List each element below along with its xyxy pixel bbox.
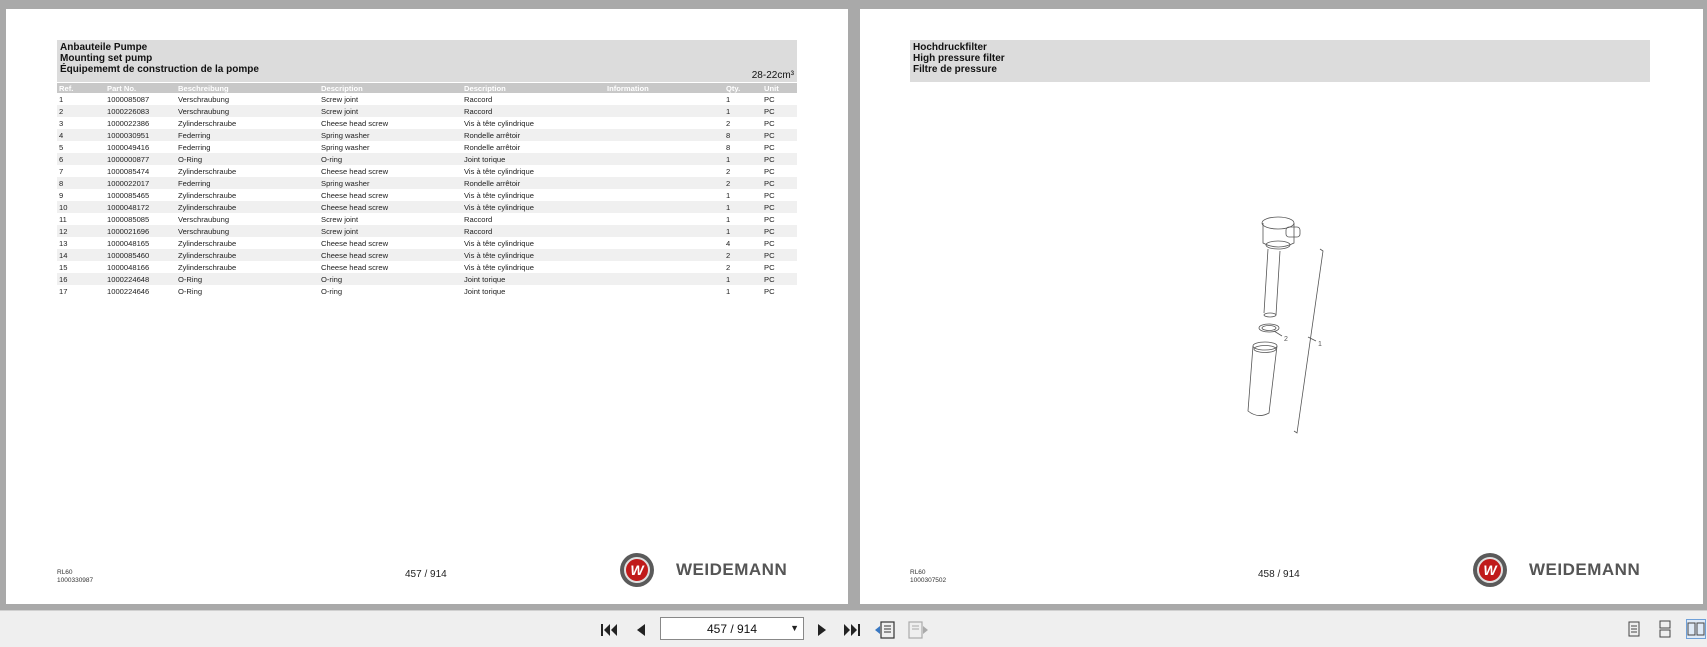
table-row (57, 153, 797, 165)
table-cell: Federring (176, 129, 319, 141)
previous-page-icon (635, 622, 647, 638)
table-cell: 1000022017 (105, 177, 176, 189)
table-cell: PC (762, 105, 797, 117)
table-cell: Raccord (464, 214, 493, 224)
table-cell: PC (762, 153, 797, 165)
table-cell: 1000048166 (107, 262, 150, 272)
previous-page-button[interactable] (630, 619, 652, 641)
table-row (57, 285, 797, 297)
table-cell: Rondelle arrêtoir (464, 142, 521, 152)
title-french: Équipememt de construction de la pompe (60, 64, 259, 75)
table-cell: 1000085087 (107, 94, 150, 104)
table-cell: 1000022386 (107, 118, 150, 128)
table-row (57, 177, 797, 189)
table-row (57, 249, 797, 261)
table-cell: Verschraubung (176, 105, 319, 117)
table-cell: Vis à tête cylindrique (464, 262, 534, 272)
table-cell: 1 (724, 201, 762, 213)
continuous-page-icon (1656, 620, 1674, 638)
drawing-label-2: 2 (1284, 336, 1288, 343)
table-cell: Screw joint (319, 105, 462, 117)
filter-exploded-drawing (1220, 209, 1340, 439)
table-cell: 8 (724, 129, 762, 141)
two-page-icon (1687, 620, 1705, 638)
table-cell: PC (764, 94, 775, 104)
table-cell (605, 141, 724, 153)
table-cell: 1 (59, 94, 64, 104)
table-cell: 1 (724, 105, 762, 117)
table-cell (605, 105, 724, 117)
table-cell: Cheese head screw (321, 262, 389, 272)
table-cell: PC (764, 142, 775, 152)
table-cell: PC (764, 190, 775, 200)
table-cell: Verschraubung (178, 94, 230, 104)
table-row (57, 141, 797, 153)
table-row (57, 273, 797, 285)
model-name: RL60 (57, 569, 73, 576)
back-view-icon (874, 620, 896, 640)
table-row (57, 213, 797, 225)
variant-label: 28-22cm³ (751, 70, 794, 81)
column-header: Beschreibung (176, 83, 319, 93)
weidemann-logo-icon (1473, 553, 1507, 587)
table-cell: 4 (57, 129, 105, 141)
table-cell: 1 (726, 286, 731, 296)
table-cell: 2 (726, 118, 731, 128)
footer-model-info (910, 569, 946, 585)
table-row (57, 129, 797, 141)
table-cell: 5 (59, 142, 64, 152)
table-cell: O-ring (319, 153, 462, 165)
table-cell: 14 (57, 249, 105, 261)
table-cell: O-ring (321, 286, 343, 296)
table-cell: PC (762, 249, 797, 261)
table-cell: 7 (59, 166, 64, 176)
table-cell (605, 273, 724, 285)
table-cell (605, 189, 724, 201)
table-cell: 1000021696 (105, 225, 176, 237)
table-cell: PC (764, 238, 775, 248)
table-cell (605, 213, 724, 225)
table-row (57, 237, 797, 249)
table-cell: 1 (724, 225, 762, 237)
table-cell: 1 (724, 153, 762, 165)
footer-model-info (57, 569, 93, 585)
table-cell: 1 (726, 190, 731, 200)
table-cell: Raccord (464, 94, 493, 104)
table-cell: 1000048172 (105, 201, 176, 213)
model-name: RL60 (910, 569, 926, 576)
table-header-row (57, 83, 797, 93)
table-cell: PC (764, 166, 775, 176)
back-view-button[interactable] (874, 619, 896, 641)
table-cell: Vis à tête cylindrique (464, 118, 534, 128)
last-page-button[interactable] (841, 619, 863, 641)
table-cell: Verschraubung (176, 225, 319, 237)
title-french: Filtre de pressure (913, 64, 997, 75)
section-header (910, 40, 1650, 82)
table-cell: Spring washer (319, 177, 462, 189)
table-cell: PC (762, 273, 797, 285)
column-header: Description (319, 83, 462, 93)
table-cell: Vis à tête cylindrique (464, 238, 534, 248)
title-english: High pressure filter (913, 53, 1005, 64)
table-cell (605, 237, 724, 249)
table-cell: 2 (726, 166, 731, 176)
table-cell: Zylinderschraube (178, 118, 237, 128)
table-row (57, 93, 797, 105)
table-cell: Vis à tête cylindrique (464, 190, 534, 200)
table-cell (605, 93, 724, 105)
table-cell (605, 285, 724, 297)
continuous-view-button[interactable] (1655, 619, 1675, 639)
table-cell: Joint torique (464, 286, 506, 296)
document-page-left (6, 9, 848, 604)
single-page-view-button[interactable] (1624, 619, 1644, 639)
table-row (57, 105, 797, 117)
table-cell: 1 (726, 214, 731, 224)
table-cell (605, 261, 724, 273)
table-cell: 8 (726, 142, 731, 152)
table-cell: 2 (724, 249, 762, 261)
table-cell (605, 249, 724, 261)
table-cell: O-Ring (176, 153, 319, 165)
table-cell: Federring (176, 177, 319, 189)
table-row (57, 189, 797, 201)
column-header: Ref. (57, 83, 105, 93)
table-cell: 3 (59, 118, 64, 128)
table-cell: 10 (57, 201, 105, 213)
page-number: 458 / 914 (1258, 569, 1300, 580)
table-cell: PC (762, 225, 797, 237)
table-cell: Screw joint (319, 225, 462, 237)
chevron-down-icon[interactable]: ▼ (790, 623, 799, 633)
table-cell: Rondelle arrêtoir (462, 177, 605, 189)
table-cell: Cheese head screw (321, 190, 389, 200)
table-cell: Federring (178, 142, 211, 152)
table-row (57, 165, 797, 177)
brand-name: WEIDEMANN (676, 560, 788, 579)
table-cell: 2 (724, 177, 762, 189)
table-cell: 1000085085 (107, 214, 150, 224)
table-cell: Zylinderschraube (178, 190, 237, 200)
table-cell: O-Ring (176, 273, 319, 285)
table-cell: 1 (724, 273, 762, 285)
table-cell: PC (762, 177, 797, 189)
table-cell: 1000224646 (107, 286, 150, 296)
table-cell: Vis à tête cylindrique (462, 201, 605, 213)
page-number: 457 / 914 (405, 569, 447, 580)
table-cell (605, 117, 724, 129)
table-cell: 1000085465 (107, 190, 150, 200)
table-cell: Spring washer (319, 129, 462, 141)
table-cell: 1000085474 (107, 166, 150, 176)
parts-table (57, 83, 797, 297)
table-cell: Cheese head screw (319, 201, 462, 213)
table-cell: Spring washer (321, 142, 370, 152)
table-cell: Screw joint (321, 94, 359, 104)
table-cell: PC (762, 201, 797, 213)
table-cell: 2 (726, 262, 731, 272)
table-cell: PC (764, 262, 775, 272)
column-header: Information (605, 83, 724, 93)
table-row (57, 261, 797, 273)
table-cell: 13 (59, 238, 68, 248)
weidemann-logo-icon (620, 553, 654, 587)
table-cell: 15 (59, 262, 68, 272)
section-header (57, 40, 797, 82)
drawing-label-1: 1 (1318, 341, 1322, 348)
table-cell: Cheese head screw (321, 166, 389, 176)
column-header: Part No. (105, 83, 176, 93)
page-number-input[interactable] (660, 617, 804, 640)
table-cell (605, 129, 724, 141)
table-cell: 1000049416 (107, 142, 150, 152)
table-cell: Rondelle arrêtoir (462, 129, 605, 141)
table-cell: 2 (57, 105, 105, 117)
title-english: Mounting set pump (60, 53, 153, 64)
first-page-icon (600, 622, 618, 638)
table-cell: 16 (57, 273, 105, 285)
two-page-view-button[interactable] (1686, 619, 1706, 639)
viewer-toolbar (0, 610, 1707, 647)
table-cell: 6 (57, 153, 105, 165)
table-cell (605, 225, 724, 237)
table-cell: Zylinderschraube (176, 201, 319, 213)
table-cell: 11 (59, 214, 67, 224)
column-header: Description (462, 83, 605, 93)
table-cell: 17 (59, 286, 68, 296)
forward-view-button[interactable] (907, 619, 929, 641)
table-cell: 12 (57, 225, 105, 237)
table-cell: Vis à tête cylindrique (462, 249, 605, 261)
table-cell: 1000224648 (105, 273, 176, 285)
table-cell: Zylinderschraube (178, 262, 237, 272)
document-number: 1000307502 (910, 577, 947, 584)
table-cell (605, 201, 724, 213)
table-cell (605, 165, 724, 177)
table-row (57, 201, 797, 213)
table-cell: Cheese head screw (321, 238, 389, 248)
table-cell: PC (764, 286, 775, 296)
table-cell: Zylinderschraube (178, 166, 237, 176)
logo-letter: W (1477, 557, 1503, 583)
table-cell: PC (764, 118, 775, 128)
first-page-button[interactable] (598, 619, 620, 641)
table-cell: 9 (59, 190, 64, 200)
table-cell: Raccord (462, 105, 605, 117)
table-cell: 1000000877 (105, 153, 176, 165)
table-cell: Vis à tête cylindrique (464, 166, 534, 176)
next-page-icon (816, 622, 828, 638)
document-number: 1000330987 (57, 577, 94, 584)
forward-view-icon (907, 620, 929, 640)
title-german: Anbauteile Pumpe (60, 42, 148, 53)
table-row (57, 117, 797, 129)
table-cell: 1 (726, 94, 731, 104)
table-cell: Raccord (462, 225, 605, 237)
logo-letter: W (624, 557, 650, 583)
table-cell: Cheese head screw (319, 249, 462, 261)
table-cell: Verschraubung (178, 214, 230, 224)
page-number-value: 457 / 914 (706, 621, 758, 636)
table-cell: Joint torique (462, 273, 605, 285)
table-cell: PC (764, 214, 775, 224)
single-page-icon (1625, 620, 1643, 638)
table-cell: Zylinderschraube (178, 238, 237, 248)
next-page-button[interactable] (811, 619, 833, 641)
table-cell (605, 177, 724, 189)
column-header: Unit (762, 83, 797, 93)
title-german: Hochdruckfilter (913, 42, 987, 53)
last-page-icon (843, 622, 861, 638)
column-header: Qty. (724, 83, 762, 93)
table-row (57, 225, 797, 237)
table-cell: O-ring (319, 273, 462, 285)
table-cell: 1000048165 (107, 238, 150, 248)
table-cell: 4 (726, 238, 731, 248)
document-page-right (860, 9, 1703, 604)
table-cell: 1000085460 (105, 249, 176, 261)
table-cell: Screw joint (321, 214, 359, 224)
table-cell: Zylinderschraube (176, 249, 319, 261)
table-cell: Joint torique (462, 153, 605, 165)
table-cell: 8 (57, 177, 105, 189)
table-cell: 1000226083 (105, 105, 176, 117)
table-cell: PC (762, 129, 797, 141)
table-cell: 1000030951 (105, 129, 176, 141)
table-cell: O-Ring (178, 286, 203, 296)
table-cell (605, 153, 724, 165)
table-cell: Cheese head screw (321, 118, 389, 128)
brand-name: WEIDEMANN (1529, 560, 1641, 579)
